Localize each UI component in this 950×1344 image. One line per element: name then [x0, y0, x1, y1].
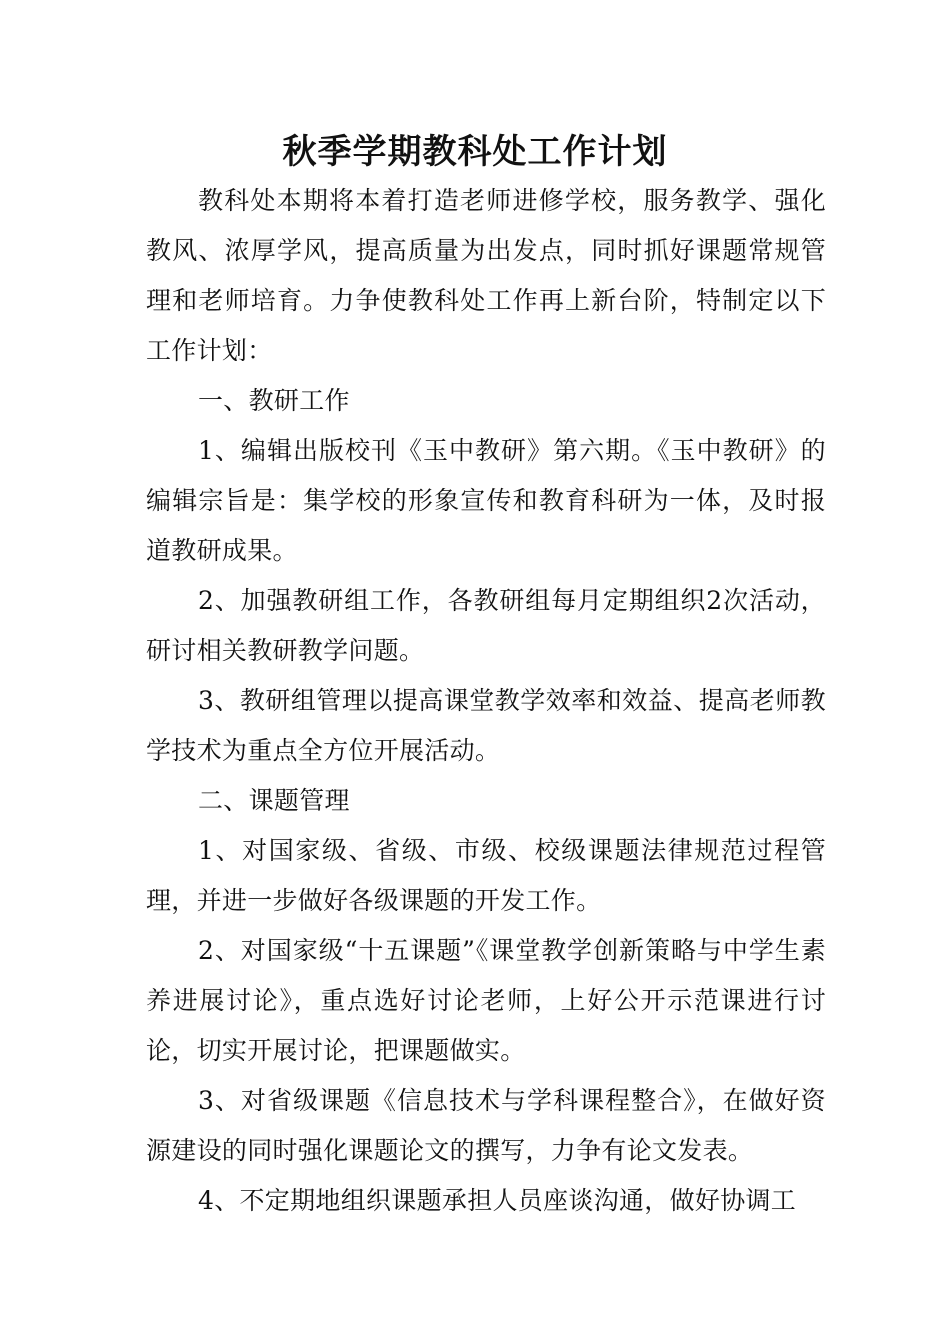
- project-item-1: 1、对国家级、省级、市级、校级课题法律规范过程管理，并进一步做好各级课题的开发工作。: [146, 836, 826, 915]
- research-item-2: 2、加强教研组工作，各教研组每月定期组织2次活动，研讨相关教研教学问题。: [146, 586, 826, 665]
- research-item-3: 3、教研组管理以提高课堂教学效率和效益、提高老师教学技术为重点全方位开展活动。: [146, 686, 826, 765]
- project-item-3: 3、对省级课题《信息技术与学科课程整合》，在做好资源建设的同时强化课题论文的撰写，力争有论文发表。: [146, 1086, 826, 1165]
- section-heading-research: 一、教研工作: [198, 386, 350, 415]
- document-title: 秋季学期教科处工作计划: [282, 132, 668, 172]
- section-heading-projects: 二、课题管理: [198, 786, 350, 815]
- project-item-4: 4、不定期地组织课题承担人员座谈沟通，做好协调工: [198, 1186, 797, 1215]
- research-item-1: 1、编辑出版校刊《玉中教研》第六期。《玉中教研》的编辑宗旨是：集学校的形象宣传和教育科研为一体，及时报道教研成果。: [146, 436, 826, 565]
- document-body: [146, 176, 826, 1226]
- project-item-2: 2、对国家级“十五课题”《课堂教学创新策略与中学生素养进展讨论》，重点选好讨论老师，上好公开示范课进行讨论，切实开展讨论，把课题做实。: [146, 936, 826, 1065]
- intro-paragraph: 教科处本期将本着打造老师进修学校，服务教学、强化教风、浓厚学风，提高质量为出发点，同时抓好课题常规管理和老师培育。力争使教科处工作再上新台阶，特制定以下工作计划：: [146, 186, 826, 365]
